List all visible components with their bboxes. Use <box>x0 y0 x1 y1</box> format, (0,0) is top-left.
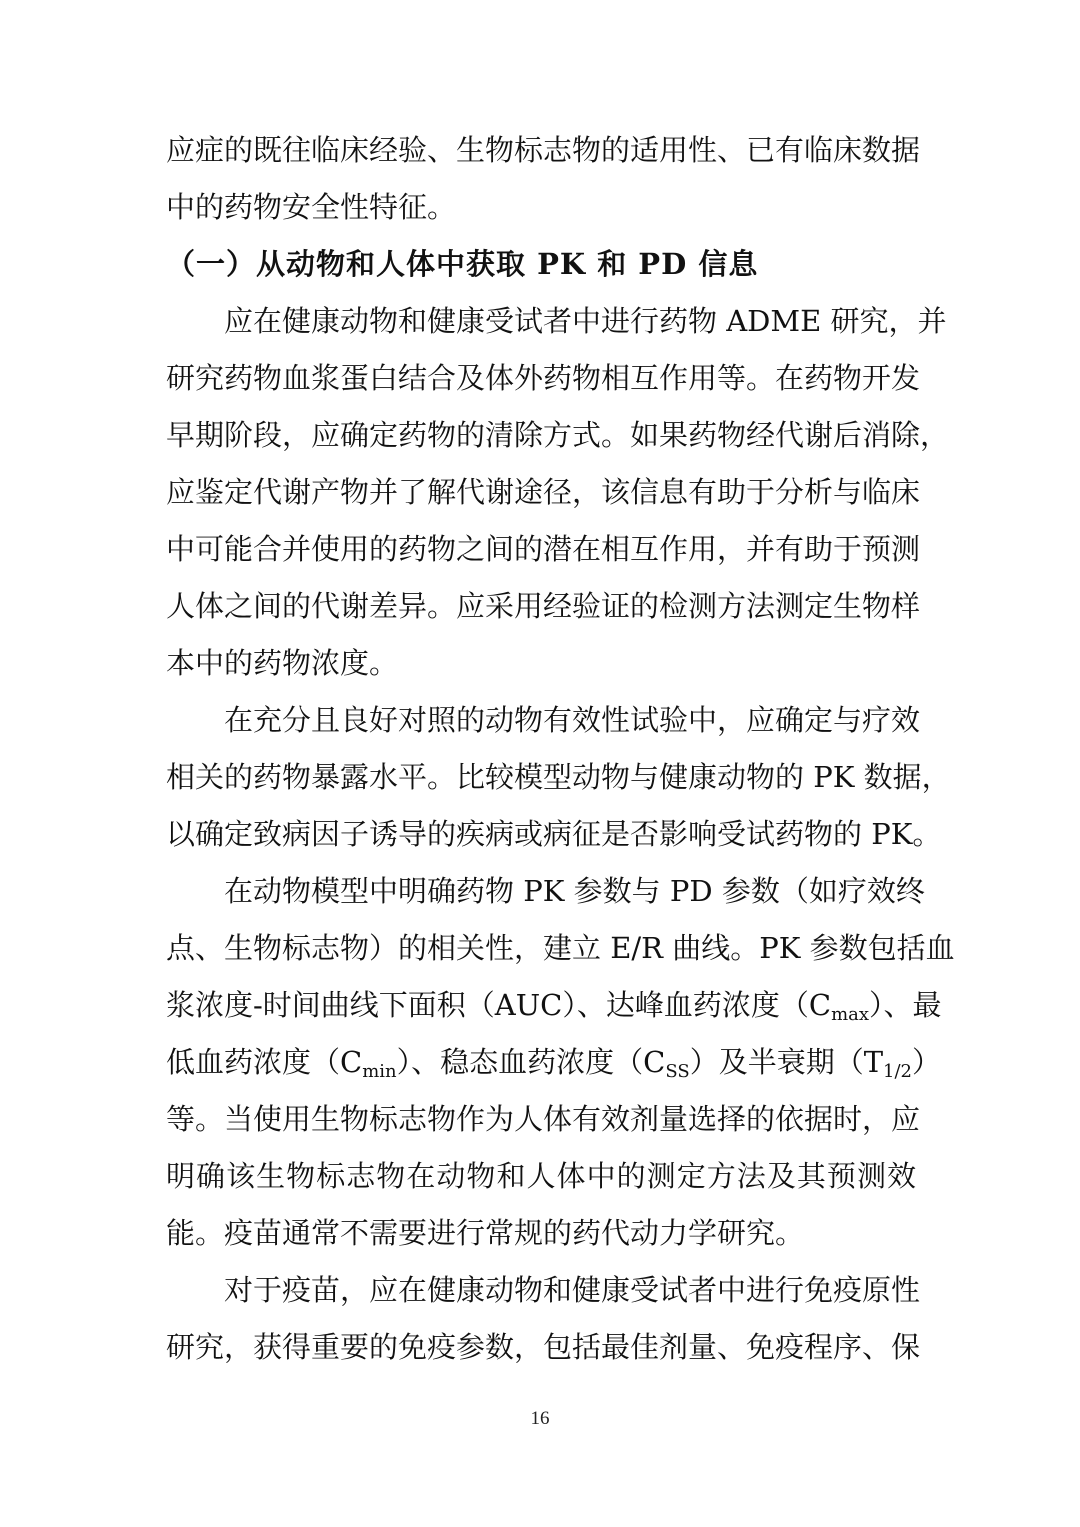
line-text: ）及半衰期（T <box>689 1045 884 1079</box>
body-text <box>166 122 955 1376</box>
paragraph-line: 等。当使用生物标志物作为人体有效剂量选择的依据时，应 <box>166 1102 921 1136</box>
paragraph-line: 在动物模型中明确药物 PK 参数与 PD 参数（如疗效终 <box>224 874 925 908</box>
subscript: SS <box>665 1061 690 1082</box>
paragraph-line: 中可能合并使用的药物之间的潜在相互作用，并有助于预测 <box>166 532 921 566</box>
paragraph-line: 人体之间的代谢差异。应采用经验证的检测方法测定生物样 <box>166 589 921 623</box>
paragraph-line: 研究药物血浆蛋白结合及体外药物相互作用等。在药物开发 <box>166 361 921 395</box>
paragraph-line: 应症的既往临床经验、生物标志物的适用性、已有临床数据 <box>166 133 921 167</box>
paragraph-line: 研究，获得重要的免疫参数，包括最佳剂量、免疫程序、保 <box>166 1330 921 1364</box>
page-number: 16 <box>530 1408 550 1429</box>
line-text: ） <box>912 1045 942 1079</box>
subscript: 1/2 <box>883 1061 912 1082</box>
paragraph-line: 相关的药物暴露水平。比较模型动物与健康动物的 PK 数据， <box>166 760 951 794</box>
subscript: min <box>362 1061 397 1082</box>
paragraph-line: 本中的药物浓度。 <box>166 646 399 680</box>
paragraph-line: 应鉴定代谢产物并了解代谢途径，该信息有助于分析与临床 <box>166 475 921 509</box>
paragraph-line: 在充分且良好对照的动物有效性试验中，应确定与疗效 <box>224 703 921 737</box>
paragraph-line <box>166 977 942 1034</box>
paragraph-line: 应在健康动物和健康受试者中进行药物 ADME 研究，并 <box>224 304 947 338</box>
paragraph-line: 能。疫苗通常不需要进行常规的药代动力学研究。 <box>166 1216 805 1250</box>
paragraph-line: 早期阶段，应确定药物的清除方式。如果药物经代谢后消除， <box>166 418 950 452</box>
paragraph-line: 以确定致病因子诱导的疾病或病征是否影响受试药物的 PK。 <box>166 817 942 851</box>
subscript: max <box>831 1004 870 1025</box>
line-text: 浆浓度-时间曲线下面积（AUC）、达峰血药浓度（C <box>166 988 832 1022</box>
paragraph-line: 明确该生物标志物在动物和人体中的测定方法及其预测效 <box>166 1159 916 1193</box>
line-text: 低血药浓度（C <box>166 1045 363 1079</box>
paragraph-line: 点、生物标志物）的相关性，建立 E/R 曲线。PK 参数包括血 <box>166 931 955 965</box>
paragraph-line: 对于疫苗，应在健康动物和健康受试者中进行免疫原性 <box>224 1273 921 1307</box>
line-text: ）、稳态血药浓度（C <box>396 1045 666 1079</box>
section-heading: （一）从动物和人体中获取 PK 和 PD 信息 <box>166 247 759 281</box>
paragraph-line <box>166 1034 942 1091</box>
line-text: ）、最 <box>869 988 942 1022</box>
paragraph-line: 中的药物安全性特征。 <box>166 190 457 224</box>
